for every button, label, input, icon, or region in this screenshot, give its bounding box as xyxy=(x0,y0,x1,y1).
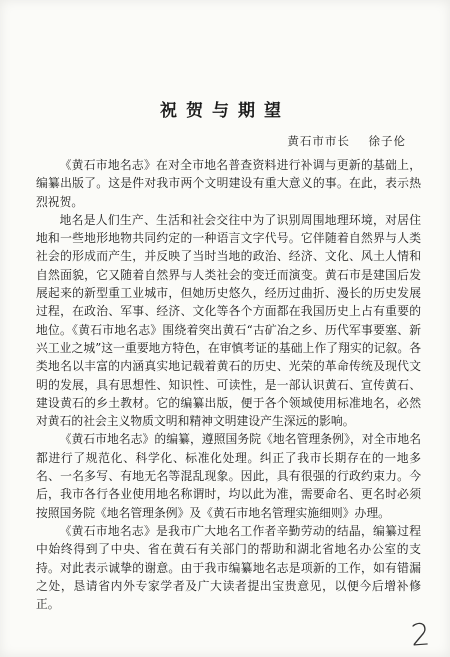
paragraph-1: 《黄石市地名志》在对全市地名普查资料进行补调与更新的基础上，编纂出版了。这是件对我市两个文明建设有重大意义的事。在此，表示热烈祝贺。 xyxy=(36,158,421,209)
author-byline xyxy=(273,133,406,149)
author-name: 徐子伦 xyxy=(368,134,406,148)
author-position: 黄石市市长 xyxy=(287,134,350,148)
paragraph-2: 地名是人们生产、生活和社会交往中为了识别周围地理环境，对居住地和一些地形地物共同约定的一种语言文字代号。它伴随着自然界与人类社会的形成而产生，并反映了当时当地的政治、经济、文化、风土人情和自然面貌，它又随着自然界与人类社会的变迁而演变。黄石市是建国后发展起来的新型重工业城市，但她历史悠久，经历过曲折、漫长的历史发展过程，在政治、军事、经济、文化等各个方面都在我国历史上占有重要的地位。《黄石市地名志》围绕着突出黄石“古矿冶之乡、历代军事要塞、新兴工业之城”这一重要地方特色，在审慎考证的基础上作了翔实的记叙。各类地名以丰富的内涵真实地记载着黄石的历史、光荣的革命传统及现代文明的发展，具有思想性、知识性、可读性，是一部认识黄石、宣传黄石、建设黄石的乡土教材。它的编纂出版，便于各个领域使用标准地名，必然对黄石的社会主义物质文明和精神文明建设产生深远的影响。 xyxy=(36,212,421,429)
paragraph-3: 《黄石市地名志》的编纂，遵照国务院《地名管理条例》，对全市地名都进行了规范化、科学化、标准化处理。纠正了我市长期存在的一地多名、一名多写、有地无名等混乱现象。因此，具有很强的行政约束力。今后，我市各行各业使用地名称谓时，均以此为准，需要命名、更名时必须按照国务院《地名管理条例》及《黄石市地名管理实施细则》办理。 xyxy=(36,432,421,520)
article-body xyxy=(36,156,421,613)
page-title: 祝贺与期望 xyxy=(160,101,290,121)
paragraph-4: 《黄石市地名志》是我市广大地名工作者辛勤劳动的结晶，编纂过程中始终得到了中央、省在黄石有关部门的帮助和湖北省地名办公室的支持。对此表示诚挚的谢意。由于我市编纂地名志是项新的工作，如有错漏之处，恳请省内外专家学者及广大读者提出宝贵意见，以便今后增补修正。 xyxy=(36,523,421,612)
page-number: 2 xyxy=(409,617,432,654)
